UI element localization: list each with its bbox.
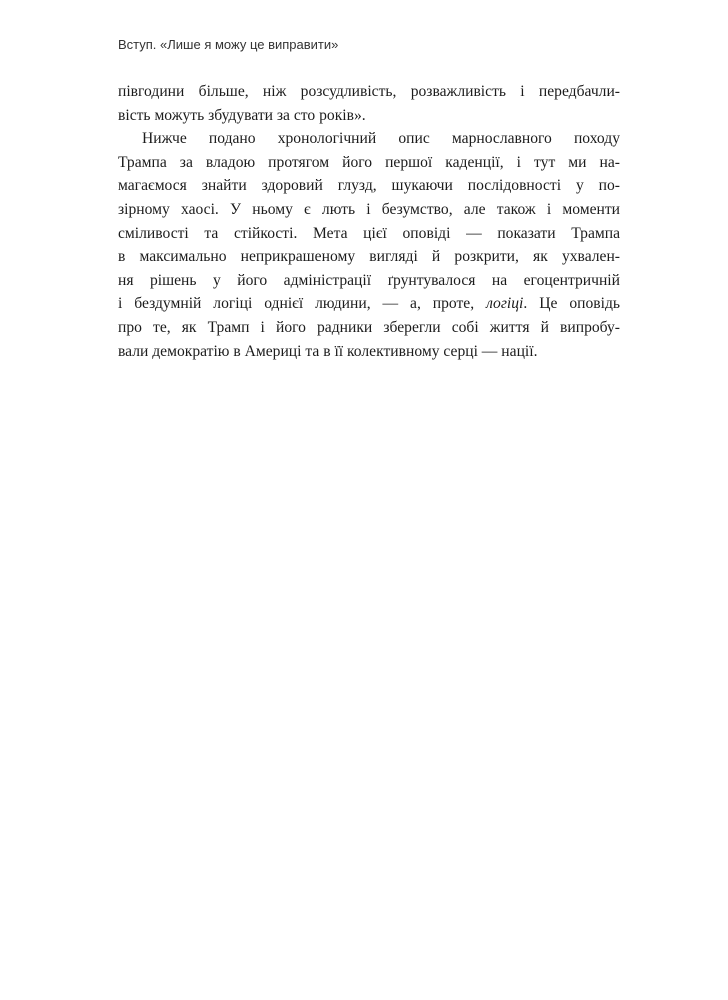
text-line: в максимально неприкрашеному вигляді й розкрити, як ухвален- [118, 248, 620, 266]
text-line: сміливості та стійкості. Мета цієї оповіді — показати Трампа [118, 224, 620, 242]
text-segment: і бездумній логіці однієї людини, — а, проте, [118, 295, 487, 313]
text-line-mixed [118, 292, 620, 316]
text-line: вали демократію в Америці та в її колективному серці — нації. [118, 342, 538, 360]
text-segment: . Це оповідь [523, 295, 620, 313]
italic-emphasis: логіці [486, 295, 524, 313]
page-body [118, 80, 620, 363]
text-line: Трампа за владою протягом його першої каденції, і тут ми на- [118, 153, 620, 171]
text-line: півгодини більше, ніж розсудливість, розважливість і передбачли- [118, 83, 620, 100]
text-line: магаємося знайти здоровий глузд, шукаючи послідовності у по- [118, 177, 620, 195]
running-head: Вступ. «Лише я можу це виправити» [118, 37, 339, 52]
text-line: Нижче подано хронологічний опис марнославного походу [142, 130, 620, 148]
text-line: зірному хаосі. У ньому є лють і безумство, але також і моменти [118, 200, 620, 218]
text-line: ня рішень у його адміністрації ґрунтувалося на егоцентричній [118, 271, 620, 289]
text-line: вість можуть збудувати за сто років». [118, 106, 366, 124]
text-line: про те, як Трамп і його радники зберегли собі життя й випробу- [118, 318, 620, 336]
